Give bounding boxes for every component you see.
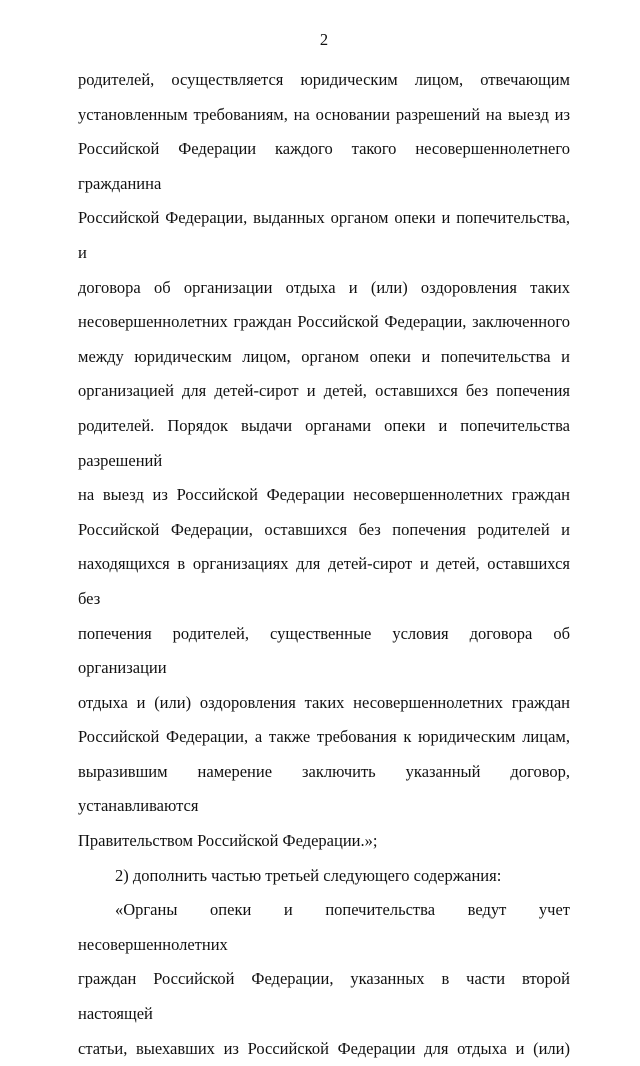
text-line: Правительством Российской Федерации.»;	[78, 831, 378, 851]
text-line: установленным требованиям, на основании разрешений на выезд из	[78, 104, 570, 124]
text-line: между юридическим лицом, органом опеки и попечительства и	[78, 346, 570, 366]
page-number: 2	[319, 30, 329, 49]
text-line: родителей, осуществляется юридическим лицом, отвечающим	[78, 70, 570, 89]
text-line: статьи, выехавших из Российской Федерации для отдыха и (или)	[78, 1038, 570, 1058]
text-line: Российской Федерации, оставшихся без попечения родителей и	[78, 519, 570, 539]
text-line: Российской Федерации, а также требования к юридическим лицам,	[78, 727, 570, 747]
text-line: «Органы опеки и попечительства ведут учет несовершеннолетних	[78, 900, 570, 954]
text-body	[78, 63, 570, 1066]
text-line: организацией для детей-сирот и детей, оставшихся без попечения	[78, 381, 570, 401]
text-line: выразившим намерение заключить указанный договор, устанавливаются	[78, 761, 570, 816]
text-line: отдыха и (или) оздоровления таких несовершеннолетних граждан	[78, 692, 570, 712]
text-line: попечения родителей, существенные условия договора об организации	[78, 623, 570, 678]
text-line: граждан Российской Федерации, указанных в части второй настоящей	[78, 969, 570, 1024]
text-line: несовершеннолетних граждан Российской Федерации, заключенного	[78, 312, 570, 332]
text-line: находящихся в организациях для детей-сирот и детей, оставшихся без	[78, 554, 570, 608]
text-line: договора об организации отдыха и (или) оздоровления таких	[78, 277, 570, 297]
text-line: родителей. Порядок выдачи органами опеки и попечительства разрешений	[78, 415, 570, 470]
text-line: Российской Федерации, выданных органом опеки и попечительства, и	[78, 208, 570, 262]
text-line: на выезд из Российской Федерации несовершеннолетних граждан	[78, 485, 570, 505]
text-line: 2) дополнить частью третьей следующего содержания:	[115, 865, 502, 885]
text-line: Российской Федерации каждого такого несовершеннолетнего гражданина	[78, 139, 570, 193]
